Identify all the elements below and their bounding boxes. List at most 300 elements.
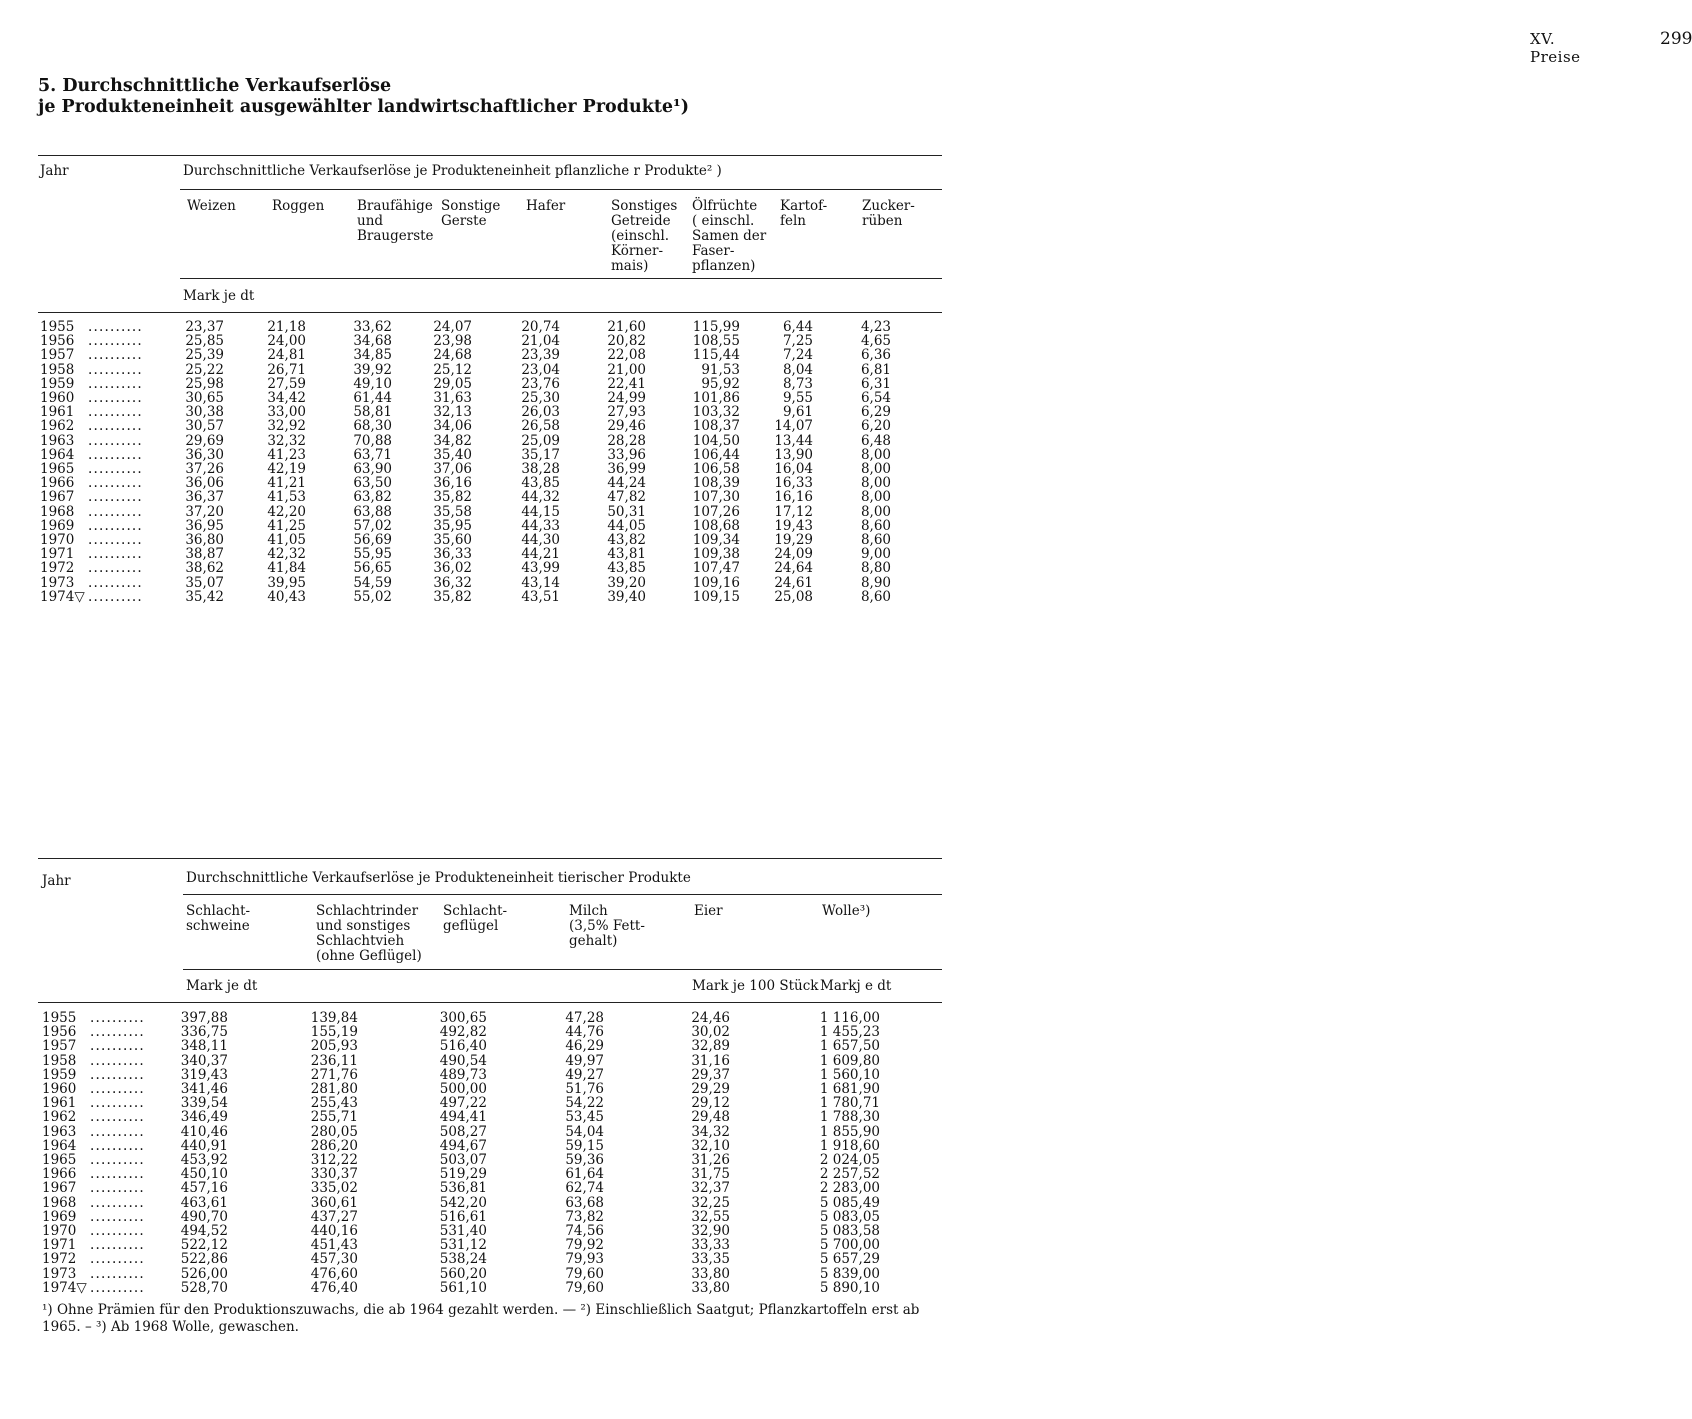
table-cell: 24,00 [267,333,306,350]
table-cell: 24,68 [433,347,472,364]
table-cell: 14,07 [774,418,813,435]
table-cell: 35,42 [185,588,224,605]
table-row [0,590,1024,604]
table-cell: 30,38 [185,404,224,421]
table-cell: 56,65 [353,560,392,577]
row-year: 1964 [42,1137,77,1154]
table-cell: 2 257,52 [819,1166,880,1183]
table-cell: 70,88 [353,432,392,449]
table-cell: 1 609,80 [819,1052,880,1069]
table-cell: 29,05 [433,375,472,392]
table-cell: 21,18 [267,319,306,335]
row-year: 1973 [42,1265,77,1282]
table-cell: 490,54 [439,1052,487,1069]
section-title: XV. Preise [1530,30,1581,66]
table-cell: 41,21 [267,475,306,492]
table-cell: 27,93 [607,404,646,421]
table-cell: 101,86 [692,390,740,406]
table-cell: 457,16 [180,1180,228,1197]
table-row [0,547,1024,561]
table-row [0,1196,1024,1210]
table-cell: 109,16 [692,574,740,591]
table-cell: 24,99 [607,390,646,406]
leader-dots: .......... [88,517,143,534]
table-cell: 1 918,60 [819,1137,880,1154]
table-row [0,1011,1024,1025]
table-row [0,1068,1024,1082]
table-cell: 43,85 [607,560,646,577]
row-year: 1970 [40,532,75,548]
table-cell: 43,82 [607,532,646,548]
table-cell: 20,74 [521,319,560,335]
table-cell: 49,10 [353,375,392,392]
leader-dots: .......... [88,546,143,563]
leader-dots: .......... [90,1024,145,1041]
table-cell: 79,60 [565,1279,604,1296]
table1-top-rule [38,155,942,156]
table-cell: 43,14 [521,574,560,591]
row-year: 1966 [40,475,75,492]
table-cell: 6,54 [860,390,891,406]
page-number: 299 [1660,29,1692,49]
leader-dots: .......... [90,1194,145,1211]
table-cell: 8,60 [860,517,891,534]
table-cell: 68,30 [353,418,392,435]
table-row [0,462,1024,476]
table-cell: 440,16 [310,1223,358,1239]
table-cell: 476,60 [310,1265,358,1282]
table-cell: 451,43 [310,1237,358,1254]
table-cell: 8,90 [860,574,891,591]
row-year: 1961 [42,1095,77,1112]
table-cell: 6,48 [860,432,891,449]
table-cell: 44,15 [521,503,560,520]
table-cell: 63,90 [353,461,392,477]
row-year: 1956 [42,1024,77,1041]
table-cell: 37,06 [433,461,472,477]
table-cell: 53,45 [565,1109,604,1126]
table-cell: 59,36 [565,1152,604,1168]
table-cell: 453,92 [180,1152,228,1168]
table1-year-label: Jahr [40,163,69,179]
table-cell: 25,09 [521,432,560,449]
table-cell: 4,23 [860,319,891,335]
table2-group-rule [183,894,942,895]
table-cell: 16,04 [774,461,813,477]
table-cell: 340,37 [180,1052,228,1069]
table-cell: 1 681,90 [819,1081,880,1097]
table-cell: 24,46 [691,1010,730,1026]
table-row [0,334,1024,348]
leader-dots: .......... [88,560,143,577]
table-cell: 25,39 [185,347,224,364]
table-cell: 27,59 [267,375,306,392]
table-cell: 19,43 [774,517,813,534]
table-cell: 255,43 [310,1095,358,1112]
table2-col-header: Schlacht- schweine [186,903,251,934]
table-cell: 25,12 [433,361,472,378]
table-cell: 37,26 [185,461,224,477]
table-cell: 36,32 [433,574,472,591]
table2-year-label: Jahr [42,873,71,889]
leader-dots: .......... [88,375,143,392]
table-cell: 32,32 [267,432,306,449]
table2-group-header: Durchschnittliche Verkaufserlöse je Produkteneinheit tierischer Produkte [186,870,691,886]
title-line-1: 5. Durchschnittliche Verkaufserlöse [38,76,392,96]
row-year: 1967 [42,1180,77,1197]
table-cell: 35,07 [185,574,224,591]
table-cell: 31,75 [691,1166,730,1183]
table-cell: 410,46 [180,1123,228,1140]
table-cell: 36,06 [185,475,224,492]
table-cell: 35,60 [433,532,472,548]
table-cell: 6,20 [860,418,891,435]
table-cell: 42,32 [267,546,306,563]
leader-dots: .......... [88,361,143,378]
table-cell: 336,75 [180,1024,228,1041]
table-cell: 36,37 [185,489,224,506]
table-cell: 8,04 [782,361,813,378]
table-cell: 41,84 [267,560,306,577]
leader-dots: .......... [88,390,143,406]
row-year: 1971 [40,546,75,563]
table-row [0,448,1024,462]
table-cell: 74,56 [565,1223,604,1239]
table-cell: 155,19 [310,1024,358,1041]
table-cell: 91,53 [701,361,740,378]
table-cell: 8,73 [782,375,813,392]
table-cell: 26,58 [521,418,560,435]
leader-dots: .......... [88,489,143,506]
table-cell: 7,25 [782,333,813,350]
table-cell: 61,64 [565,1166,604,1183]
table-cell: 8,60 [860,588,891,605]
table-cell: 255,71 [310,1109,358,1126]
table-cell: 19,29 [774,532,813,548]
leader-dots: .......... [88,588,143,605]
table-cell: 43,99 [521,560,560,577]
table-cell: 360,61 [310,1194,358,1211]
table-cell: 6,81 [860,361,891,378]
table-row [0,1110,1024,1124]
table-cell: 54,04 [565,1123,604,1140]
table-cell: 30,57 [185,418,224,435]
table-cell: 29,48 [691,1109,730,1126]
row-year: 1969 [42,1208,77,1225]
table-cell: 35,82 [433,588,472,605]
table-cell: 58,81 [353,404,392,421]
table-cell: 79,60 [565,1265,604,1282]
table-row [0,1039,1024,1053]
table-cell: 44,76 [565,1024,604,1041]
table-cell: 497,22 [439,1095,487,1112]
table-cell: 34,42 [267,390,306,406]
table-cell: 6,36 [860,347,891,364]
table2-body-rule [38,1002,942,1003]
leader-dots: .......... [90,1237,145,1254]
row-year: 1956 [40,333,75,350]
table-cell: 43,81 [607,546,646,563]
table-cell: 54,22 [565,1095,604,1112]
table2-unit-wool: Markj e dt [820,978,892,994]
table-cell: 108,68 [692,517,740,534]
row-year: 1960 [40,390,75,406]
table-cell: 5 839,00 [819,1265,880,1282]
table-row [0,1238,1024,1252]
table-cell: 63,88 [353,503,392,520]
table-cell: 528,70 [180,1279,228,1296]
leader-dots: .......... [88,574,143,591]
row-year: 1962 [42,1109,77,1126]
table1-unit: Mark je dt [183,288,255,304]
table-cell: 33,80 [691,1279,730,1296]
table1-col-header: Zucker- rüben [862,198,915,229]
table-cell: 561,10 [439,1279,487,1296]
table-cell: 32,25 [691,1194,730,1211]
table-cell: 29,37 [691,1066,730,1083]
table-row [0,1224,1024,1238]
table-cell: 24,81 [267,347,306,364]
table-cell: 9,61 [782,404,813,421]
leader-dots: .......... [90,1251,145,1268]
row-year: 1974▽ [40,588,85,605]
table-cell: 9,00 [860,546,891,563]
leader-dots: .......... [90,1081,145,1097]
table-cell: 115,99 [692,319,740,335]
table-cell: 41,05 [267,532,306,548]
row-year: 1959 [40,375,75,392]
leader-dots: .......... [90,1109,145,1126]
table-cell: 35,40 [433,446,472,463]
table-row [0,1139,1024,1153]
table-cell: 26,71 [267,361,306,378]
leader-dots: .......... [90,1279,145,1296]
table-cell: 50,31 [607,503,646,520]
table2-unit-main: Mark je dt [186,978,258,994]
table-title [38,76,938,118]
table-row [0,1181,1024,1195]
leader-dots: .......... [90,1123,145,1140]
table-cell: 25,30 [521,390,560,406]
row-year: 1966 [42,1166,77,1183]
table-cell: 30,02 [691,1024,730,1041]
table-cell: 73,82 [565,1208,604,1225]
table-cell: 5 085,49 [819,1194,880,1211]
table-cell: 9,55 [782,390,813,406]
table-cell: 36,02 [433,560,472,577]
table-cell: 8,00 [860,461,891,477]
table-cell: 109,34 [692,532,740,548]
table-cell: 32,13 [433,404,472,421]
table-cell: 5 083,58 [819,1223,880,1239]
row-year: 1961 [40,404,75,421]
table-cell: 31,26 [691,1152,730,1168]
table1-col-header: Braufähige und Braugerste [357,198,434,244]
table-cell: 450,10 [180,1166,228,1183]
table-cell: 281,80 [310,1081,358,1097]
table-cell: 34,68 [353,333,392,350]
table-cell: 108,39 [692,475,740,492]
table-cell: 47,28 [565,1010,604,1026]
table-cell: 34,06 [433,418,472,435]
table-cell: 8,00 [860,489,891,506]
table-cell: 1 116,00 [819,1010,880,1026]
table-cell: 330,37 [310,1166,358,1183]
table-cell: 348,11 [180,1038,228,1055]
table-cell: 5 890,10 [819,1279,880,1296]
table-cell: 476,40 [310,1279,358,1296]
table-cell: 32,89 [691,1038,730,1055]
table-row [0,1125,1024,1139]
row-year: 1971 [42,1237,77,1254]
table-cell: 516,40 [439,1038,487,1055]
table-cell: 5 657,29 [819,1251,880,1268]
table-cell: 397,88 [180,1010,228,1026]
table-cell: 494,67 [439,1137,487,1154]
footnotes: ¹) Ohne Prämien für den Produktionszuwachs, die ab 1964 gezahlt werden. — ²) Einschließlich Saatgut; Pflanzkartoffeln erst ab 1965. – ³) Ab 1968 Wolle, gewaschen. [42,1302,920,1335]
table-cell: 29,29 [691,1081,730,1097]
table-cell: 33,35 [691,1251,730,1268]
table-cell: 23,98 [433,333,472,350]
table-cell: 32,90 [691,1223,730,1239]
table-cell: 271,76 [310,1066,358,1083]
table-cell: 522,12 [180,1237,228,1254]
row-year: 1972 [42,1251,77,1268]
table1-col-header: Ölfrüchte ( einschl. Samen der Faser- pflanzen) [692,198,767,274]
table-cell: 63,50 [353,475,392,492]
table-cell: 437,27 [310,1208,358,1225]
table-cell: 26,03 [521,404,560,421]
table1-col-header: Hafer [526,198,566,214]
table-cell: 31,63 [433,390,472,406]
table1-col-header: Weizen [187,198,236,214]
row-year: 1965 [40,461,75,477]
leader-dots: .......... [88,333,143,350]
table-cell: 335,02 [310,1180,358,1197]
table1-col-header: Sonstige Gerste [441,198,501,229]
table-cell: 33,80 [691,1265,730,1282]
table-row [0,1153,1024,1167]
leader-dots: .......... [90,1180,145,1197]
table-cell: 43,85 [521,475,560,492]
row-year: 1974▽ [42,1279,87,1296]
table-cell: 463,61 [180,1194,228,1211]
table-cell: 280,05 [310,1123,358,1140]
table-cell: 54,59 [353,574,392,591]
table-cell: 47,82 [607,489,646,506]
row-year: 1958 [40,361,75,378]
table-cell: 7,24 [782,347,813,364]
table-cell: 51,76 [565,1081,604,1097]
table-cell: 13,90 [774,446,813,463]
table-row [0,533,1024,547]
table-row [0,1025,1024,1039]
leader-dots: .......... [90,1066,145,1083]
row-year: 1973 [40,574,75,591]
row-year: 1972 [40,560,75,577]
table-cell: 4,65 [860,333,891,350]
table-row [0,405,1024,419]
table-cell: 20,82 [607,333,646,350]
leader-dots: .......... [88,446,143,463]
table-cell: 44,24 [607,475,646,492]
table1-col-header: Kartof- feln [780,198,828,229]
table-row [0,1267,1024,1281]
table-cell: 24,09 [774,546,813,563]
table-cell: 489,73 [439,1066,487,1083]
table-cell: 41,53 [267,489,306,506]
table-cell: 32,92 [267,418,306,435]
table-row [0,320,1024,334]
table-cell: 457,30 [310,1251,358,1268]
table-cell: 339,54 [180,1095,228,1112]
table-row [0,1096,1024,1110]
table2-col-header: Schlacht- geflügel [443,903,508,934]
row-year: 1957 [40,347,75,364]
table-cell: 536,81 [439,1180,487,1197]
table-cell: 503,07 [439,1152,487,1168]
table-row [0,576,1024,590]
table-row [0,1167,1024,1181]
table-cell: 286,20 [310,1137,358,1154]
table-cell: 35,17 [521,446,560,463]
table-cell: 538,24 [439,1251,487,1268]
table-cell: 17,12 [774,503,813,520]
table-cell: 107,30 [692,489,740,506]
table1-col-header: Roggen [272,198,325,214]
table-row [0,348,1024,362]
table-cell: 49,27 [565,1066,604,1083]
table-cell: 33,33 [691,1237,730,1254]
table-cell: 104,50 [692,432,740,449]
table-cell: 28,28 [607,432,646,449]
table-cell: 34,85 [353,347,392,364]
table2-unit-eggs: Mark je 100 Stück [692,978,819,994]
table1-unit-rule [180,278,942,279]
table-cell: 95,92 [701,375,740,392]
table-cell: 300,65 [439,1010,487,1026]
table-cell: 205,93 [310,1038,358,1055]
table-cell: 522,86 [180,1251,228,1268]
table-cell: 30,65 [185,390,224,406]
table-cell: 37,20 [185,503,224,520]
table-cell: 8,80 [860,560,891,577]
table1-col-header: Sonstiges Getreide (einschl. Körner- mais) [611,198,678,274]
leader-dots: .......... [88,432,143,449]
table-cell: 25,22 [185,361,224,378]
table2-top-rule [38,858,942,859]
table2-col-header: Milch (3,5% Fett- gehalt) [569,903,645,949]
table-cell: 312,22 [310,1152,358,1168]
table-cell: 341,46 [180,1081,228,1097]
table-cell: 35,58 [433,503,472,520]
row-year: 1958 [42,1052,77,1069]
table-row [0,1082,1024,1096]
table-cell: 1 780,71 [819,1095,880,1112]
table-cell: 35,95 [433,517,472,534]
table-cell: 1 560,10 [819,1066,880,1083]
table2-col-header: Schlachtrinder und sonstiges Schlachtvieh (ohne Geflügel) [316,903,422,964]
table-cell: 63,82 [353,489,392,506]
leader-dots: .......... [90,1095,145,1112]
table-cell: 44,30 [521,532,560,548]
table-row [0,434,1024,448]
table-row [0,363,1024,377]
table-cell: 29,46 [607,418,646,435]
table-cell: 108,37 [692,418,740,435]
table-cell: 500,00 [439,1081,487,1097]
table-cell: 44,05 [607,517,646,534]
